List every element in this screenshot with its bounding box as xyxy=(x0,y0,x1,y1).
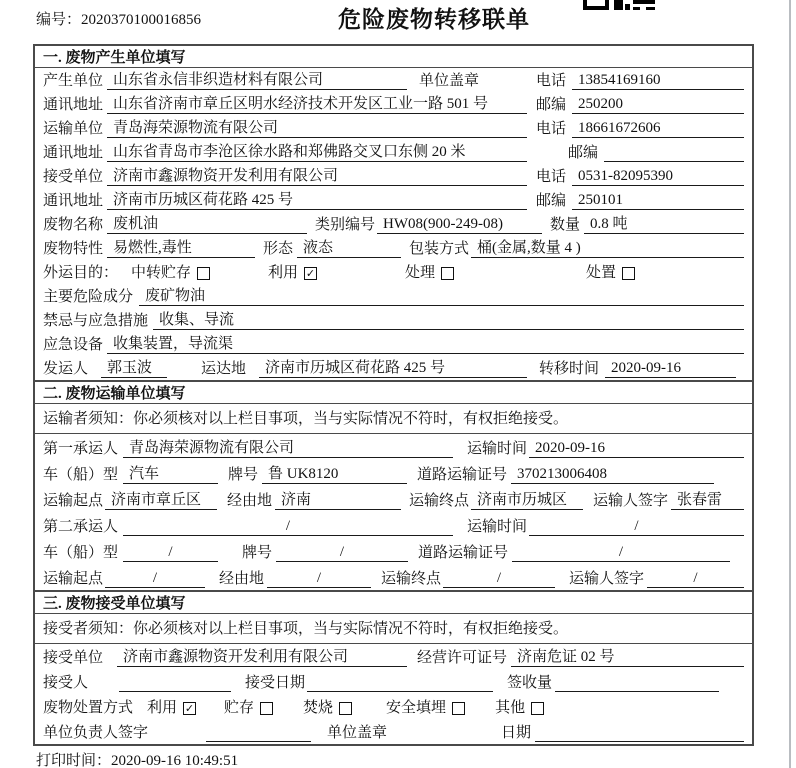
received-quantity-label: 签收量 xyxy=(507,675,553,691)
option-dispose xyxy=(586,264,635,282)
option-treat xyxy=(405,264,454,282)
carrier1-label: 第一承运人 xyxy=(43,441,119,457)
option-label: 其他 xyxy=(495,700,526,716)
route-via-label: 经由地 xyxy=(227,493,273,509)
address-value: 山东省青岛市李沧区徐水路和郑佛路交叉口东侧 20 米 xyxy=(107,143,527,162)
quantity-value: 0.8 吨 xyxy=(584,215,744,234)
transporter-value: 青岛海荣源物流有限公司 xyxy=(107,119,527,138)
character-label: 废物特性 xyxy=(43,241,104,257)
document-number-label: 编号： xyxy=(36,12,82,28)
row-route-1 xyxy=(35,486,752,512)
vehicle-type-label: 车（船）型 xyxy=(43,545,119,561)
row-hazard-component xyxy=(35,284,752,308)
checkbox-landfill[interactable] xyxy=(452,702,465,715)
route-via-value: / xyxy=(267,569,371,588)
option-utilize xyxy=(147,699,196,717)
row-shipper xyxy=(35,356,752,380)
zip-value xyxy=(604,161,744,162)
row-transporter-address xyxy=(35,140,752,164)
equipment-label: 应急设备 xyxy=(43,337,104,353)
measures-value: 收集、导流 xyxy=(153,311,744,330)
vehicle-type-label: 车（船）型 xyxy=(43,467,119,483)
row-emergency-equipment xyxy=(35,332,752,356)
qr-block xyxy=(614,0,623,10)
route-end-value: 济南市历城区 xyxy=(471,491,583,510)
zip-value: 250200 xyxy=(572,95,744,114)
transfer-time-value: 2020-09-16 xyxy=(605,359,736,378)
route-end-label: 运输终点 xyxy=(381,571,442,587)
row-vehicle-1 xyxy=(35,460,752,486)
accept-date-value xyxy=(307,691,493,692)
transport-time-label: 运输时间 xyxy=(467,519,528,535)
transporter-signature-value: 张春雷 xyxy=(671,491,744,510)
document-number-value: 2020370100016856 xyxy=(81,12,202,28)
zip-value: 250101 xyxy=(572,191,744,210)
accept-date-label: 接受日期 xyxy=(245,675,306,691)
row-first-carrier xyxy=(35,434,752,460)
receiver-notice: 接受者须知：你必须核对以上栏目事项，当与实际情况不符时，有权拒绝接受。 xyxy=(35,614,752,644)
section2-header: 二. 废物运输单位填写 xyxy=(35,382,752,404)
row-route-2 xyxy=(35,564,752,590)
option-incinerate xyxy=(303,699,352,717)
destination-value: 济南市历城区荷花路 425 号 xyxy=(259,359,527,378)
row-receiver-address xyxy=(35,188,752,212)
form-value: 液态 xyxy=(297,239,401,258)
plate-value: 鲁 UK8120 xyxy=(262,465,407,484)
category-label: 类别编号 xyxy=(315,217,376,233)
checkbox-transfer-storage[interactable] xyxy=(197,267,210,280)
row-transport-purpose xyxy=(35,260,752,284)
receiving-unit-value: 济南市鑫源物资开发利用有限公司 xyxy=(117,648,407,667)
route-via-label: 经由地 xyxy=(219,571,265,587)
checkbox-incinerate[interactable] xyxy=(339,702,352,715)
carrier2-value: / xyxy=(123,517,453,536)
road-permit-label: 道路运输证号 xyxy=(417,467,508,483)
row-second-carrier xyxy=(35,512,752,538)
shipper-value: 郭玉波 xyxy=(101,359,167,378)
row-transporter xyxy=(35,116,752,140)
section-generator xyxy=(35,46,752,380)
purpose-label: 外运目的： xyxy=(43,265,119,281)
section3-header: 三. 废物接受单位填写 xyxy=(35,592,752,614)
section1-header: 一. 废物产生单位填写 xyxy=(35,46,752,68)
checkbox-utilize[interactable]: ✓ xyxy=(184,701,195,715)
transport-time-value: 2020-09-16 xyxy=(529,439,744,458)
phone-label: 电话 xyxy=(536,73,567,89)
row-waste-name xyxy=(35,212,752,236)
hazard-value: 废矿物油 xyxy=(139,287,744,306)
option-transfer-storage xyxy=(131,264,210,282)
road-permit-label: 道路运输证号 xyxy=(418,545,509,561)
road-permit-value: 370213006408 xyxy=(511,465,714,484)
phone-value: 0531-82095390 xyxy=(572,167,744,186)
print-time-label: 打印时间： xyxy=(36,753,112,768)
packaging-value: 桶(金属,数量 4 ) xyxy=(471,239,744,258)
row-disposal-method xyxy=(35,694,752,719)
transport-time-value: / xyxy=(529,517,744,536)
row-producer-address xyxy=(35,92,752,116)
option-label: 利用 xyxy=(268,265,299,281)
vehicle-type-value: / xyxy=(123,543,218,562)
manifest-form xyxy=(33,44,754,746)
row-receiving-unit xyxy=(35,644,752,669)
address-label: 通讯地址 xyxy=(43,193,104,209)
phone-value: 13854169160 xyxy=(572,71,744,90)
route-start-value: / xyxy=(105,569,205,588)
packaging-label: 包装方式 xyxy=(409,241,470,257)
qr-block xyxy=(633,0,655,4)
date-label: 日期 xyxy=(501,725,532,741)
responsible-signature-label: 单位负责人签字 xyxy=(43,725,149,741)
category-value: HW08(900-249-08) xyxy=(377,215,542,234)
received-quantity-value xyxy=(555,691,719,692)
qr-block xyxy=(646,7,655,10)
page-edge-line xyxy=(789,0,791,768)
checkbox-treat[interactable] xyxy=(441,267,454,280)
checkbox-other[interactable] xyxy=(531,702,544,715)
row-emergency-measures xyxy=(35,308,752,332)
transporter-signature-label: 运输人签字 xyxy=(593,493,669,509)
carrier2-label: 第二承运人 xyxy=(43,519,119,535)
phone-value: 18661672606 xyxy=(572,119,744,138)
disposal-method-label: 废物处置方式 xyxy=(43,700,134,716)
plate-label: 牌号 xyxy=(242,545,273,561)
date-value xyxy=(535,741,744,742)
section-transporter xyxy=(35,380,752,590)
row-producer xyxy=(35,68,752,92)
receiver-value: 济南市鑫源物资开发利用有限公司 xyxy=(107,167,527,186)
address-label: 通讯地址 xyxy=(43,145,104,161)
route-start-label: 运输起点 xyxy=(43,571,104,587)
transport-time-label: 运输时间 xyxy=(467,441,528,457)
plate-value: / xyxy=(276,543,408,562)
measures-label: 禁忌与应急措施 xyxy=(43,313,149,329)
option-other xyxy=(495,699,544,717)
transfer-time-label: 转移时间 xyxy=(539,361,600,377)
plate-label: 牌号 xyxy=(228,467,259,483)
route-start-label: 运输起点 xyxy=(43,493,104,509)
producer-label: 产生单位 xyxy=(43,73,104,89)
phone-label: 电话 xyxy=(536,169,567,185)
carrier1-value: 青岛海荣源物流有限公司 xyxy=(123,439,453,458)
document-number xyxy=(36,8,201,29)
row-receiver xyxy=(35,164,752,188)
route-start-value: 济南市章丘区 xyxy=(105,491,217,510)
option-label: 处理 xyxy=(405,265,436,281)
option-utilize xyxy=(268,264,317,282)
unit-seal-label: 单位盖章 xyxy=(327,725,388,741)
section-receiver xyxy=(35,590,752,744)
producer-value: 山东省永信非织造材料有限公司 xyxy=(107,71,407,90)
destination-label: 运达地 xyxy=(201,361,247,377)
route-end-value: / xyxy=(443,569,555,588)
hazard-label: 主要危险成分 xyxy=(43,289,134,305)
receiving-unit-label: 接受单位 xyxy=(43,650,104,666)
waste-name-label: 废物名称 xyxy=(43,217,104,233)
unit-seal-label: 单位盖章 xyxy=(419,73,480,89)
option-label: 处置 xyxy=(586,265,617,281)
checkbox-utilize[interactable]: ✓ xyxy=(305,266,316,280)
phone-label: 电话 xyxy=(536,121,567,137)
qr-code-fragment-icon xyxy=(583,0,658,11)
acceptor-value xyxy=(119,691,231,692)
row-acceptor xyxy=(35,669,752,694)
route-end-label: 运输终点 xyxy=(409,493,470,509)
print-time-value: 2020-09-16 10:49:51 xyxy=(111,753,239,768)
transporter-label: 运输单位 xyxy=(43,121,104,137)
quantity-label: 数量 xyxy=(550,217,581,233)
address-value: 济南市历城区荷花路 425 号 xyxy=(107,191,527,210)
option-label: 中转贮存 xyxy=(131,265,192,281)
vehicle-type-value: 汽车 xyxy=(123,465,218,484)
shipper-label: 发运人 xyxy=(43,361,89,377)
print-time xyxy=(36,749,238,768)
acceptor-label: 接受人 xyxy=(43,675,89,691)
zip-label: 邮编 xyxy=(536,97,567,113)
row-vehicle-2 xyxy=(35,538,752,564)
license-value: 济南危证 02 号 xyxy=(511,648,744,667)
option-label: 贮存 xyxy=(224,700,255,716)
license-label: 经营许可证号 xyxy=(417,650,508,666)
transporter-signature-value: / xyxy=(647,569,744,588)
option-storage xyxy=(224,699,273,717)
character-value: 易燃性,毒性 xyxy=(107,239,255,258)
qr-block xyxy=(583,0,609,10)
road-permit-value: / xyxy=(512,543,730,562)
transporter-signature-label: 运输人签字 xyxy=(569,571,645,587)
option-landfill xyxy=(386,699,465,717)
address-value: 山东省济南市章丘区明水经济技术开发区工业一路 501 号 xyxy=(107,95,527,114)
transporter-notice: 运输者须知：你必须核对以上栏目事项，当与实际情况不符时，有权拒绝接受。 xyxy=(35,404,752,434)
checkbox-storage[interactable] xyxy=(260,702,273,715)
route-via-value: 济南 xyxy=(275,491,401,510)
zip-label: 邮编 xyxy=(536,193,567,209)
waste-name-value: 废机油 xyxy=(107,215,307,234)
address-label: 通讯地址 xyxy=(43,97,104,113)
page-title: 危险废物转移联单 xyxy=(338,7,530,32)
equipment-value: 收集装置，导流渠 xyxy=(107,335,744,354)
option-label: 焚烧 xyxy=(303,700,334,716)
responsible-signature-value xyxy=(206,741,311,742)
qr-block xyxy=(625,4,630,10)
form-label: 形态 xyxy=(263,241,294,257)
receiver-label: 接受单位 xyxy=(43,169,104,185)
row-waste-character xyxy=(35,236,752,260)
option-label: 安全填埋 xyxy=(386,700,447,716)
checkbox-dispose[interactable] xyxy=(622,267,635,280)
zip-label: 邮编 xyxy=(568,145,599,161)
qr-block xyxy=(633,7,640,10)
option-label: 利用 xyxy=(147,700,178,716)
row-responsible-signature xyxy=(35,719,752,744)
